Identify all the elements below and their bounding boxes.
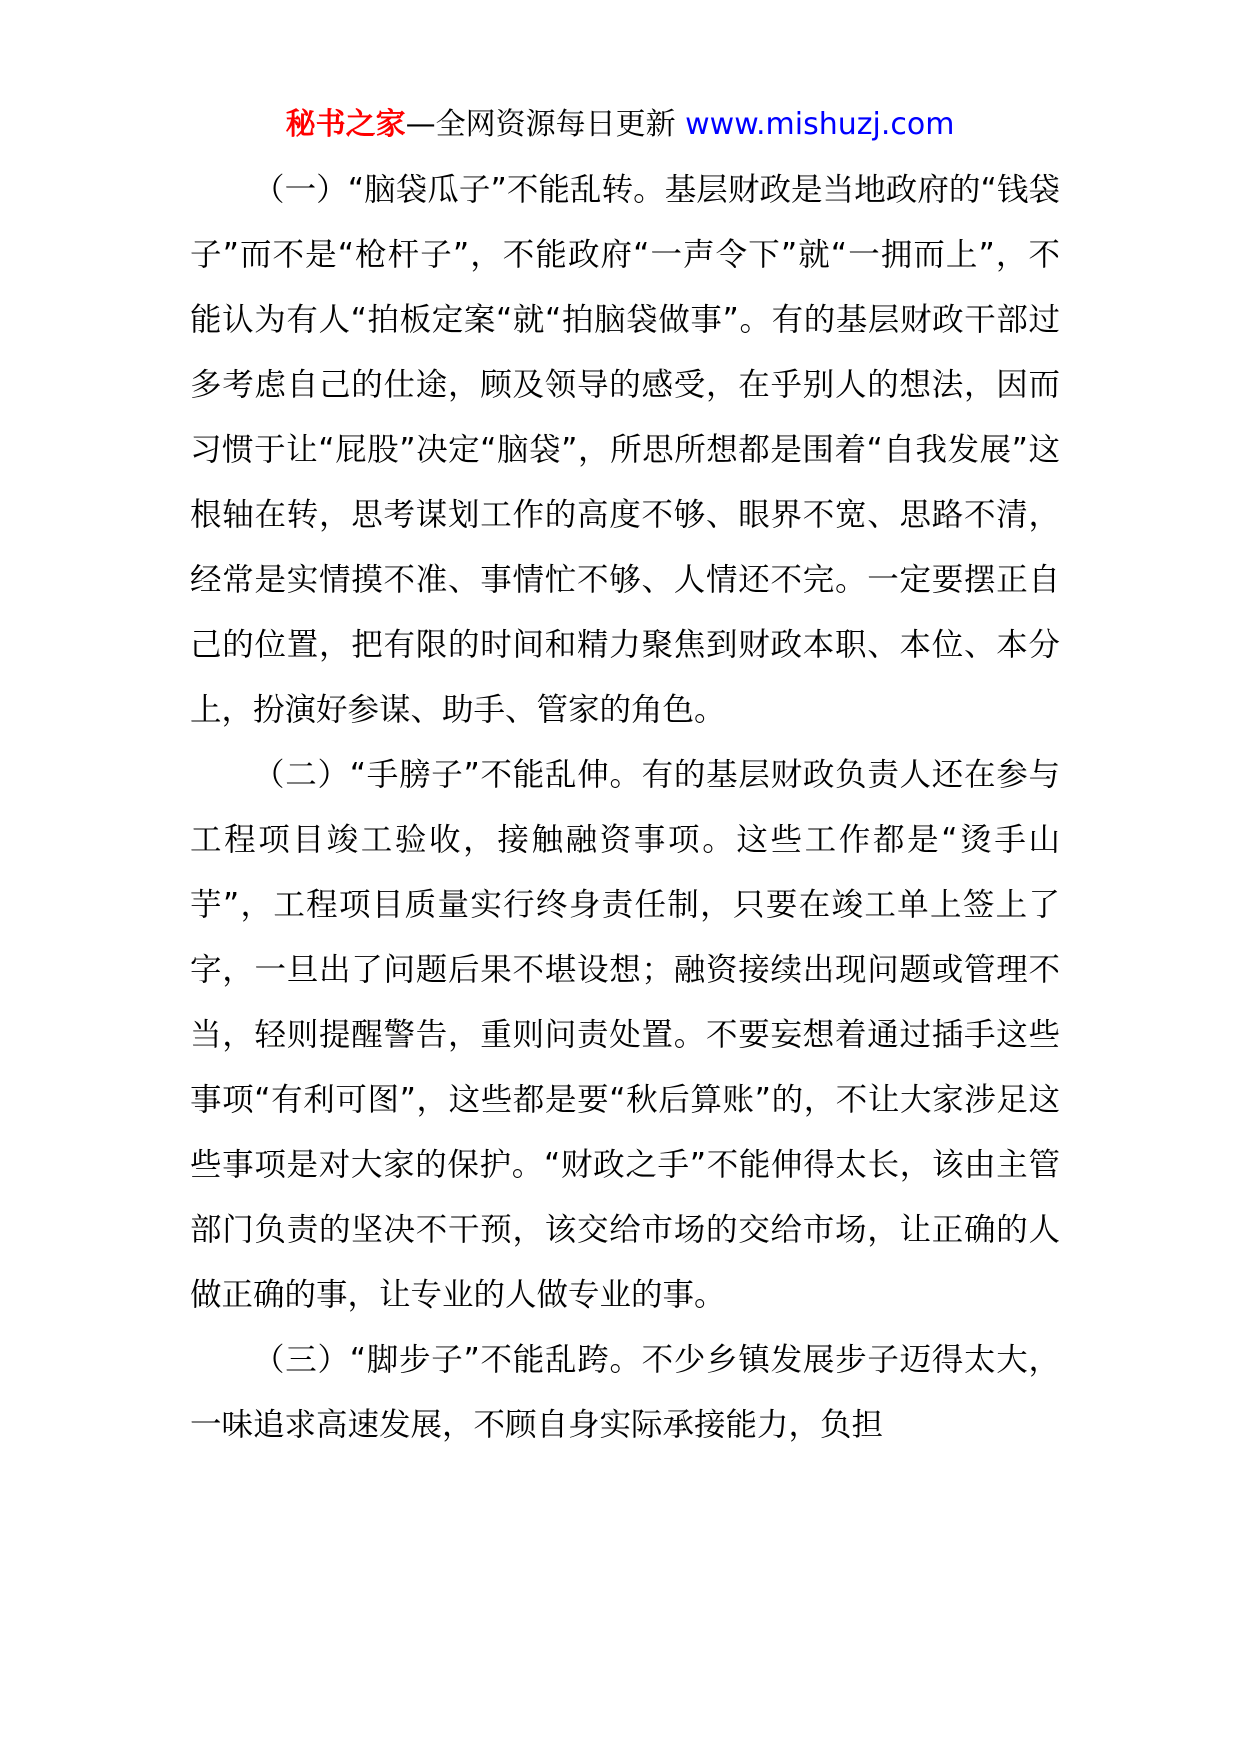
document-body <box>190 158 1060 1718</box>
site-url-link[interactable]: www.mishuzj.com <box>685 107 955 142</box>
site-brand: 秘书之家 <box>285 107 406 142</box>
site-slogan: —全网资源每日更新 <box>405 107 676 142</box>
paragraph-two: （二）“手膀子”不能乱伸。有的基层财政负责人还在参与工程项目竣工验收，接触融资事项。这些工作都是“烫手山芋”，工程项目质量实行终身责任制，只要在竣工单上签上了字，一旦出了问题后果不堪设想；融资接续出现问题或管理不当，轻则提醒警告，重则问责处置。不要妄想着通过插手这些事项“有利可图”，这些都是要“秋后算账”的，不让大家涉足这些事项是对大家的保护。“财政之手”不能伸得太长，该由主管部门负责的坚决不干预，该交给市场的交给市场，让正确的人做正确的事，让专业的人做专业的事。 <box>190 757 1060 1313</box>
paragraph-three: （三）“脚步子”不能乱跨。不少乡镇发展步子迈得太大，一味追求高速发展，不顾自身实际承接能力，负担 <box>190 1342 1060 1443</box>
site-header <box>0 100 1240 150</box>
paragraph-one: （一）“脑袋瓜子”不能乱转。基层财政是当地政府的“钱袋子”而不是“枪杆子”，不能政府“一声令下”就“一拥而上”，不能认为有人“拍板定案“就“拍脑袋做事”。有的基层财政干部过多考虑自己的仕途，顾及领导的感受，在乎别人的想法，因而习惯于让“屁股”决定“脑袋”，所思所想都是围着“自我发展”这根轴在转，思考谋划工作的高度不够、眼界不宽、思路不清，经常是实情摸不准、事情忙不够、人情还不完。一定要摆正自己的位置，把有限的时间和精力聚焦到财政本职、本位、本分上，扮演好参谋、助手、管家的角色。 <box>190 172 1060 728</box>
